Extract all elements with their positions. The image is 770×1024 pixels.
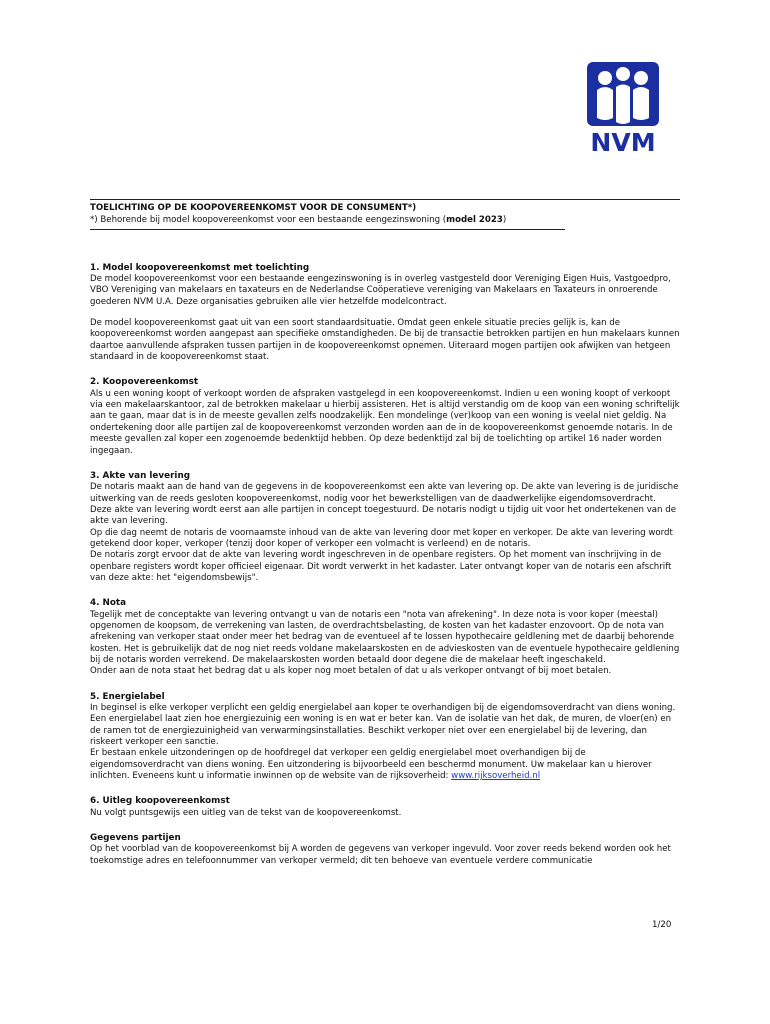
rijksoverheid-link[interactable]: www.rijksoverheid.nl — [451, 771, 541, 782]
bottom-rule — [90, 229, 565, 230]
document-subtitle — [90, 215, 680, 226]
section-5-paragraph-2 — [90, 748, 680, 782]
section-3-heading: 3. Akte van levering — [90, 470, 191, 481]
section-7-heading: Gegevens partijen — [90, 833, 181, 844]
section-7-paragraph-1: Op het voorblad van de koopovereenkomst bij A worden de gegevens van verkoper ingevuld. Voor zover reeds bekend worden ook het toekomstige adres en telefoonnummer van verkoper vermeld; dit ten behoeve van eventuele verdere communicatie — [90, 844, 671, 866]
section-1-paragraph-1: De model koopovereenkomst voor een bestaande eengezinswoning is in overleg vastgesteld door Vereniging Eigen Huis, Vastgoedpro, VBO Vereniging van makelaars en taxateurs en de Nederlandse Coöperatieve vereniging van Makelaars en Taxateurs in onroerende goederen NVM U.A. Deze organisaties gebruiken alle vier hetzelfde modelcontract. — [90, 274, 671, 307]
section-4-paragraph-2: Onder aan de nota staat het bedrag dat u als koper nog moet betalen of dat u als verkoper ontvangt of bij moet betalen. — [90, 666, 612, 677]
section-2-paragraph-1: Als u een woning koopt of verkoopt worden de afspraken vastgelegd in een koopovereenkomst. Indien u een woning koopt of verkoopt via een makelaarskantoor, zal de betrokken makelaar u hierbij assisteren. Het is altijd verstandig om de koop van een woning schriftelijk aan te gaan, maar dat is in de meeste gevallen zelfs noodzakelijk. Een mondelinge (ver)koop van een woning is veelal niet geldig. Na ondertekening door alle partijen zal de koopovereenkomst verzonden worden aan de in de koopovereenkomst genoemde notaris. In de meeste gevallen zal koper een zogenoemde bedenktijd hebben. Op deze bedenktijd zal bij de toelichting op artikel 16 nader worden ingegaan. — [90, 388, 680, 456]
section-3-paragraph-2: Op die dag neemt de notaris de voornaamste inhoud van de akte van levering door met koper en verkoper. De akte van levering wordt getekend door koper, verkoper (tenzij door koper of verkoper een volmacht is verleend) en de notaris. — [90, 527, 673, 549]
section-3-paragraph-3: De notaris zorgt ervoor dat de akte van levering wordt ingeschreven in de openbare registers. Op het moment van inschrijving in de openbare registers wordt koper officieel eigenaar. Dit wordt verwerkt in het kadaster. Later ontvangt koper van de notaris een afschrift van deze akte: het "eigendomsbewijs". — [90, 550, 672, 583]
section-4-heading: 4. Nota — [90, 598, 127, 609]
section-5-heading: 5. Energielabel — [90, 691, 165, 702]
top-rule — [90, 199, 680, 200]
section-1-heading: 1. Model koopovereenkomst met toelichting — [90, 262, 310, 273]
section-2-heading: 2. Koopovereenkomst — [90, 377, 199, 388]
nvm-logo — [585, 60, 661, 160]
section-4-paragraph-1: Tegelijk met de conceptakte van levering ontvangt u van de notaris een "nota van afrekening". In deze nota is voor koper (meestal) opgenomen de koopsom, de verrekening van lasten, de overdrachtsbelasting, de kosten van het kadaster enzovoort. Op de nota van afrekening van verkoper staat onder meer het bedrag van de eventueel af te lossen hypothecaire geldlening met de daarbij behorende kosten. Het is gebruikelijk dat de nog niet reeds voldane makelaarskosten en de advieskosten van de eventuele hypothecaire geldlening bij de notaris worden verrekend. De makelaarskosten worden betaald door degene die de makelaar heeft ingeschakeld. — [90, 609, 680, 665]
subtitle-suffix: ) — [502, 215, 507, 226]
section-5-paragraph-2-text: Er bestaan enkele uitzonderingen op de hoofdregel dat verkoper een geldig energielabel moet overhandigen bij de eigendomsoverdracht van diens woning. Een uitzondering is bijvoorbeeld een beschermd monument. Uw makelaar kan u hierover inlichten. Eveneens kunt u informatie inwinnen op de website van de rijksoverheid: — [90, 748, 652, 782]
nvm-logo-mark — [585, 60, 661, 130]
section-6-paragraph-1: Nu volgt puntsgewijs een uitleg van de tekst van de koopovereenkomst. — [90, 807, 402, 818]
section-6-heading: 6. Uitleg koopovereenkomst — [90, 796, 230, 807]
page-number: 1/20 — [652, 920, 672, 930]
section-5-paragraph-1: In beginsel is elke verkoper verplicht een geldig energielabel aan koper te overhandigen bij de eigendomsoverdracht van diens woning. Een energielabel laat zien hoe energiezuinig een woning is en wat er beter kan. Van de isolatie van het dak, de muren, de vloer(en) en de ramen tot de energiezuinigheid van verwarmingsinstallaties. Beschikt verkoper niet over een energielabel bij de levering, dan riskeert verkoper een sanctie. — [90, 703, 676, 748]
document-title: TOELICHTING OP DE KOOPOVEREENKOMST VOOR DE CONSUMENT*) — [90, 203, 417, 213]
section-1-paragraph-2: De model koopovereenkomst gaat uit van een soort standaardsituatie. Omdat geen enkele situatie precies gelijk is, kan de koopovereenkomst worden aangepast aan specifieke omstandigheden. De bij de transactie betrokken partijen en hun makelaars kunnen daartoe aanvullende afspraken tussen partijen in de koopovereenkomst opnemen. Uiteraard mogen partijen ook afwijken van hetgeen standaard in de koopovereenkomst staat. — [90, 318, 680, 363]
nvm-logo-text: NVM — [590, 128, 656, 157]
subtitle-prefix: *) Behorende bij model koopovereenkomst voor een bestaande eengezinswoning ( — [90, 215, 447, 226]
section-3-paragraph-1: De notaris maakt aan de hand van de gegevens in de koopovereenkomst een akte van levering op. De akte van levering is de juridische uitwerking van de reeds gesloten koopovereenkomst, nodig voor het bewerkstelligen van de daadwerkelijke eigendomsoverdracht. Deze akte van levering wordt eerst aan alle partijen in concept toegestuurd. De notaris nodigt u tijdig uit voor het ondertekenen van de akte van levering. — [90, 482, 679, 527]
document-body — [90, 199, 680, 867]
subtitle-model: model 2023 — [446, 215, 503, 226]
